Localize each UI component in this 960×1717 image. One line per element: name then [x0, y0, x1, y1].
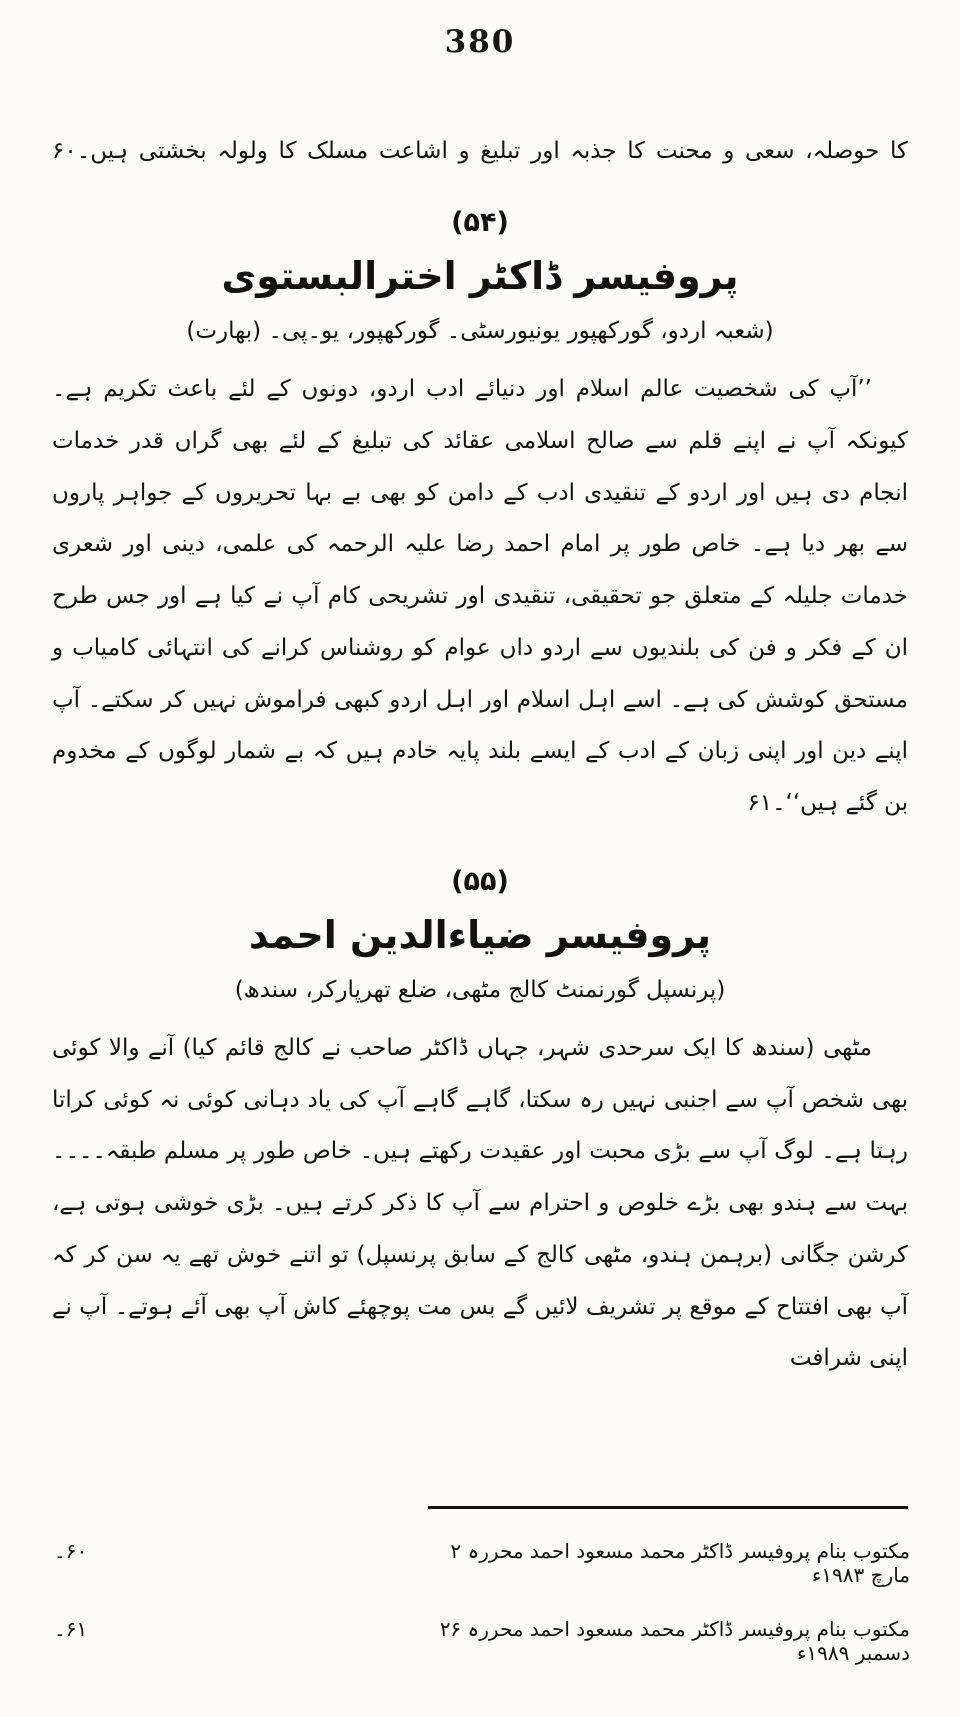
section-54 [52, 207, 908, 830]
footnote-text: مکتوب بنام پروفیسر ڈاکٹر محمد مسعود احمد محررہ ۲۶ دسمبر ۱۹۸۹ء [439, 1617, 910, 1665]
footnote-text: مکتوب بنام پروفیسر ڈاکٹر محمد مسعود احمد محررہ ۲ مارچ ۱۹۸۳ء [450, 1539, 910, 1587]
footnote-marker: ۶۰۔ [54, 1539, 88, 1563]
footnotes-area [0, 1506, 960, 1665]
footnote-divider [428, 1506, 908, 1509]
section-body: مٹھی (سندھ کا ایک سرحدی شہر، جہاں ڈاکٹر صاحب نے کالج قائم کیا) آنے والا کوئی بھی شخص آپ سے اجنبی نہیں رہ سکتا، گاہے گاہے آپ کی یاد دہانی کوئی نہ کوئی کراتا رہتا ہے۔ لوگ آپ سے بڑی محبت اور عقیدت رکھتے ہیں۔ خاص طور پر مسلم طبقہ۔۔۔۔ بہت سے ہندو بھی بڑے خلوص و احترام سے آپ کا ذکر کرتے ہیں۔ بڑی خوشی ہوتی ہے، کرشن جگانی (برہمن ہندو، مٹھی کالج کے سابق پرنسپل) تو اتنے خوش تھے یہ سن کر کہ آپ بھی افتتاح کے موقع پر تشریف لائیں گے بس مت پوچھئے کاش آپ بھی آئے ہوتے۔ آپ نے اپنی شرافت [52, 1034, 908, 1372]
section-body: ’’آپ کی شخصیت عالم اسلام اور دنیائے ادب اردو، دونوں کے لئے باعث تکریم ہے۔ کیونکہ آپ نے اپنے قلم سے صالح اسلامی عقائد کی تبلیغ کے لئے بھی گراں قدر خدمات انجام دی ہیں اور اردو کے تنقیدی ادب کے دامن کو بھی بے بہا تحریروں کے جواہر پاروں سے بھر دیا ہے۔ خاص طور پر امام احمد رضا علیہ الرحمہ کی علمی، دینی اور شعری خدمات جلیلہ کے متعلق جو تحقیقی، تنقیدی اور تشریحی کام آپ نے کیا ہے اور جس طرح ان کے فکر و فن کی بلندیوں سے اردو داں عوام کو روشناس کرانے کی انتہائی کامیاب و مستحق کوشش کی ہے۔ اسے اہل اسلام اور اہل اردو کبھی فراموش نہیں کر سکتے۔ آپ اپنے دین اور اپنی زبان کے ادب کے ایسے بلند پایہ خادم ہیں کہ بے شمار لوگوں کے مخدوم بن گئے ہیں‘‘۔۶۱ [52, 376, 908, 817]
footnote-61 [50, 1617, 910, 1665]
section-number: (۵۵) [451, 865, 509, 897]
page-number: 380 [444, 24, 516, 60]
footnote-marker: ۶۱۔ [54, 1617, 88, 1641]
section-number: (۵۴) [451, 207, 509, 239]
section-title: پروفیسر ضیاءالدین احمد [248, 912, 712, 957]
carryover-paragraph-line: کا حوصلہ، سعی و محنت کا جذبہ اور تبلیغ و اشاعت مسلک کا ولولہ بخشتی ہیں۔۶۰ [52, 138, 908, 164]
section-title: پروفیسر ڈاکٹر اخترالبستوی [221, 254, 739, 299]
section-affiliation: (شعبہ اردو، گورکھپور یونیورسٹی۔ گورکھپور، یو۔پی۔ (بھارت) [186, 318, 774, 345]
footnote-60 [50, 1539, 910, 1587]
section-55 [52, 866, 908, 1385]
section-affiliation: (پرنسپل گورنمنٹ کالج مٹھی، ضلع تھرپارکر، سندھ) [234, 976, 726, 1003]
page-content [0, 132, 960, 1385]
